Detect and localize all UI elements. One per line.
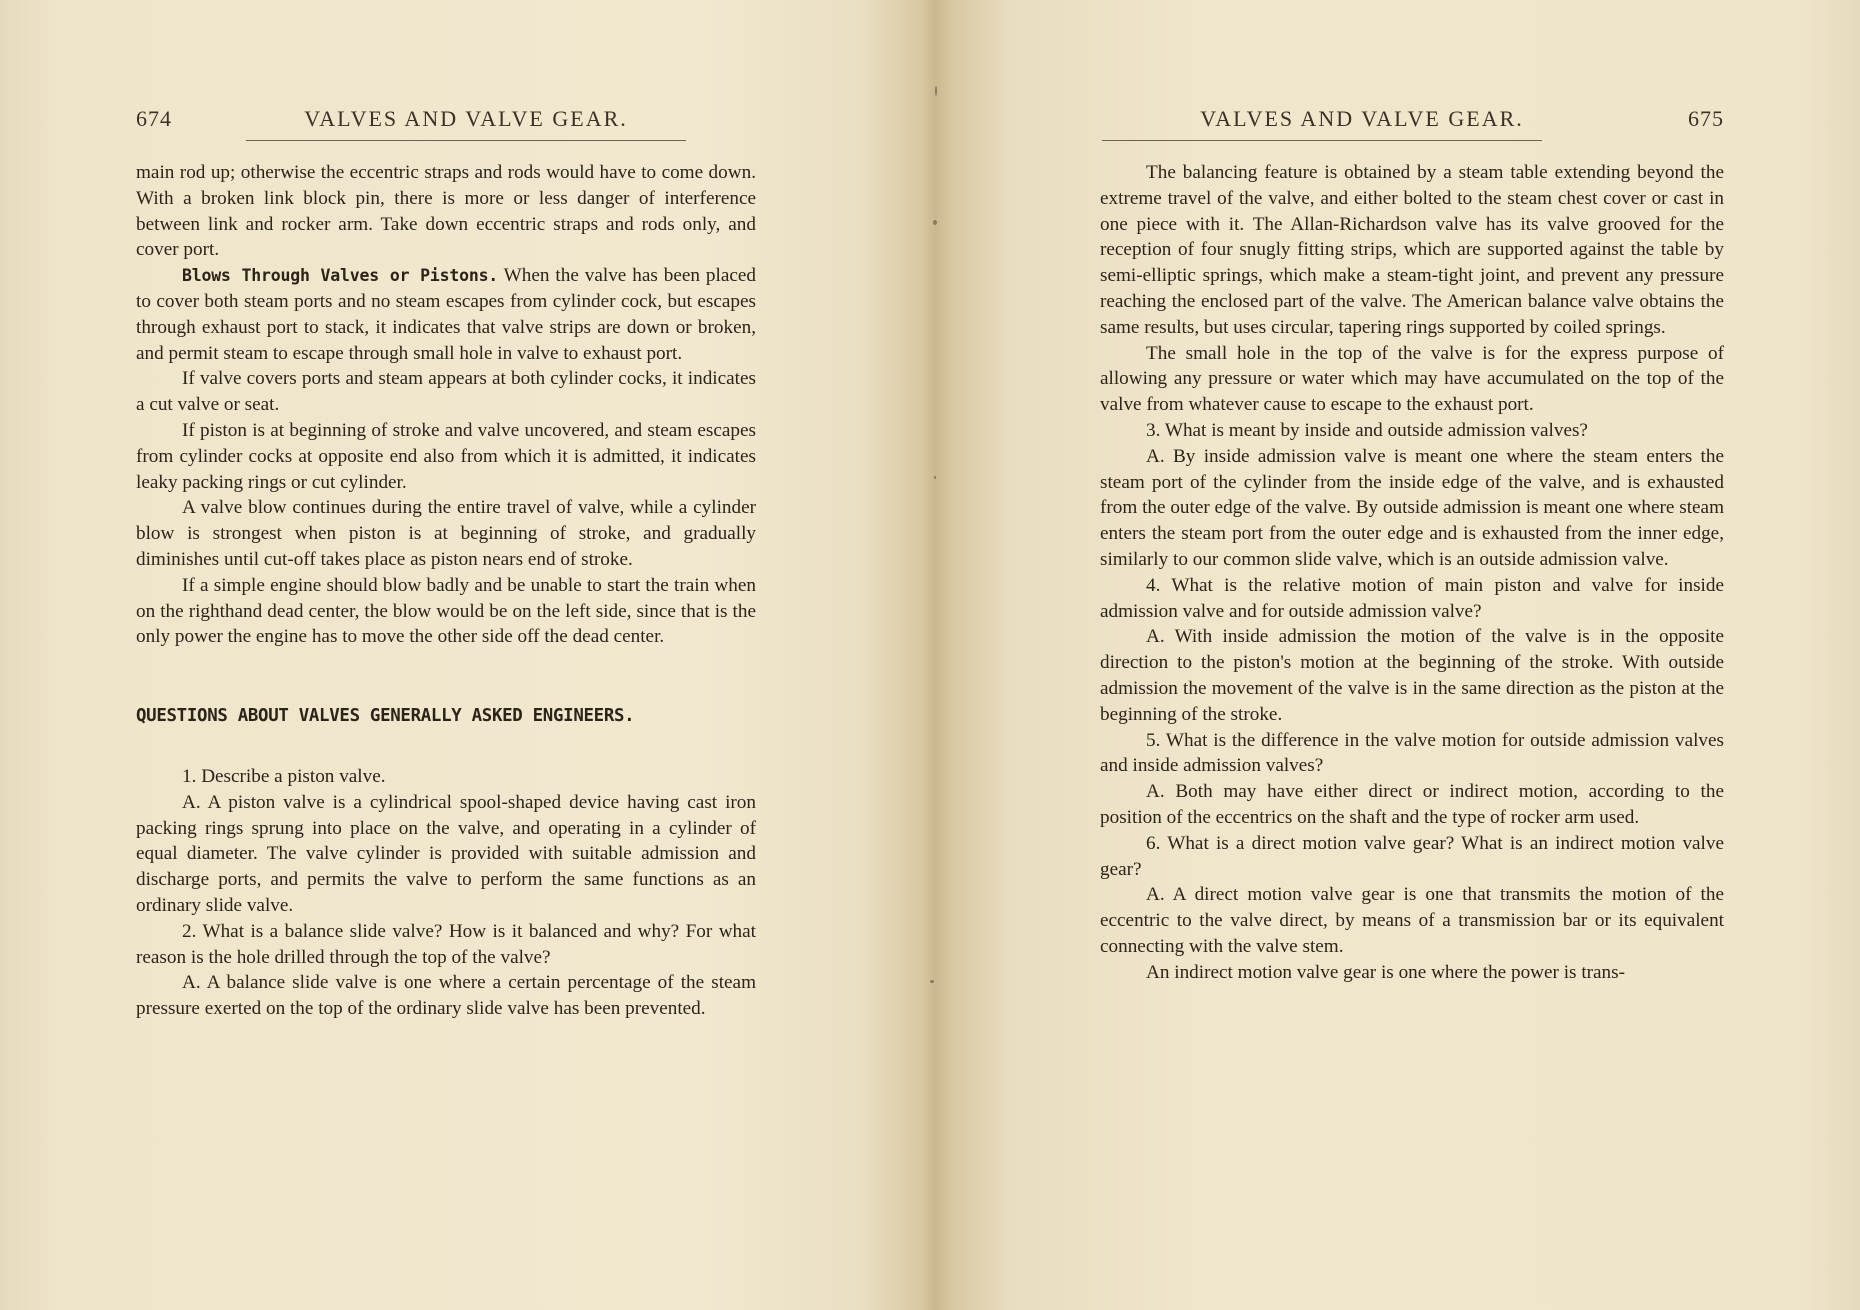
- speck: [930, 980, 934, 983]
- paragraph: 4. What is the relative motion of main piston and valve for inside admission valve and for outside admission valve?: [1100, 574, 1724, 622]
- paragraph: A. A balance slide valve is one where a certain percentage of the steam pressure exerted on the top of the ordinary slide valve has been prevented.: [136, 972, 756, 1020]
- paragraph: If piston is at beginning of stroke and valve uncovered, and steam escapes from cylinder cocks at opposite end also from which it is admitted, it indicates leaky packing rings or cut cylinder.: [136, 419, 756, 493]
- paragraph: main rod up; otherwise the eccentric straps and rods would have to come down. With a broken link block pin, there is more or less danger of interference between link and rocker arm. Take down eccentric straps and rods only, and cover port.: [136, 162, 756, 261]
- right-page-number: 675: [1688, 106, 1724, 131]
- paragraph: 3. What is meant by inside and outside admission valves?: [1146, 419, 1588, 441]
- paragraph: Blows Through Valves or Pistons. When the valve has been placed to cover both steam ports and no steam escapes from cylinder cock, but escapes through exhaust port to stack, it indicates that valve strips are down or broken, and permit steam to escape through small hole in valve to exhaust port.: [136, 265, 756, 364]
- paragraph: A. By inside admission valve is meant one where the steam enters the steam port of the cylinder from the inside edge of the valve, and is exhausted from the outer edge of the valve. By outside admission is meant one where steam enters the steam port from the outer edge and is exhausted from the inner edge, similarly to our common slide valve, which is an outside admission valve.: [1100, 445, 1724, 570]
- paragraph: If valve covers ports and steam appears at both cylinder cocks, it indicates a cut valve or seat.: [136, 368, 756, 416]
- paragraph: A. A piston valve is a cylindrical spool-shaped device having cast iron packing rings sprung into place on the valve, and operating in a cylinder of equal diameter. The valve cylinder is provided with suitable admission and discharge ports, and permits the valve to perform the same functions as an ordinary slide valve.: [136, 791, 756, 916]
- speck: [935, 86, 937, 96]
- paragraph: The small hole in the top of the valve is for the express purpose of allowing any pressure or water which may have accumulated on the top of the valve from whatever cause to escape to the exhaust port.: [1100, 342, 1724, 416]
- left-running-head: VALVES AND VALVE GEAR.: [304, 106, 628, 131]
- paragraph: An indirect motion valve gear is one where the power is trans-: [1146, 961, 1626, 983]
- paragraph: 6. What is a direct motion valve gear? What is an indirect motion valve gear?: [1100, 832, 1724, 880]
- paragraph: The balancing feature is obtained by a steam table extending beyond the extreme travel of the valve, and either bolted to the steam chest cover or cast in one piece with it. The Allan-Richardson valve has its valve grooved for the reception of four snugly fitting strips, which are supported against the table by semi-elliptic springs, which make a steam-tight joint, and prevent any pressure reaching the enclosed part of the valve. The American balance valve obtains the same results, but uses circular, tapering rings supported by coiled springs.: [1100, 162, 1724, 338]
- speck: [934, 476, 936, 479]
- paragraph: 2. What is a balance slide valve? How is it balanced and why? For what reason is the hole drilled through the top of the valve?: [136, 920, 756, 968]
- section-heading: QUESTIONS ABOUT VALVES GENERALLY ASKED ENGINEERS.: [136, 706, 635, 727]
- left-page-header: [136, 106, 756, 136]
- left-page-number: 674: [136, 106, 172, 131]
- right-page-body: [1100, 160, 1724, 986]
- paragraph: A valve blow continues during the entire travel of valve, while a cylinder blow is strongest when piston is at beginning of stroke, and gradually diminishes until cut-off takes place as piston nears end of stroke.: [136, 497, 756, 570]
- paragraph: 1. Describe a piston valve.: [182, 765, 386, 787]
- right-running-head: VALVES AND VALVE GEAR.: [1200, 106, 1524, 131]
- paragraph: A. Both may have either direct or indirect motion, according to the position of the eccentrics on the shaft and the type of rocker arm used.: [1100, 781, 1724, 828]
- paragraph: A. With inside admission the motion of the valve is in the opposite direction to the piston's motion at the beginning of the stroke. With outside admission the movement of the valve is in the same direction as the piston at the beginning of the stroke.: [1100, 626, 1724, 725]
- right-header-rule: [1102, 140, 1542, 141]
- speck: [933, 220, 937, 225]
- paragraph: 5. What is the difference in the valve motion for outside admission valves and inside admission valves?: [1100, 729, 1724, 777]
- left-header-rule: [246, 140, 686, 141]
- paragraph: If a simple engine should blow badly and be unable to start the train when on the righthand dead center, the blow would be on the left side, since that is the only power the engine has to move the other side off the dead center.: [136, 574, 756, 648]
- left-page-body: [136, 160, 756, 1022]
- right-page-header: [1100, 106, 1724, 136]
- runin-heading: Blows Through Valves or Pistons.: [182, 266, 499, 286]
- paragraph: A. A direct motion valve gear is one that transmits the motion of the eccentric to the valve direct, by means of a transmission bar or its equivalent connecting with the valve stem.: [1100, 884, 1724, 957]
